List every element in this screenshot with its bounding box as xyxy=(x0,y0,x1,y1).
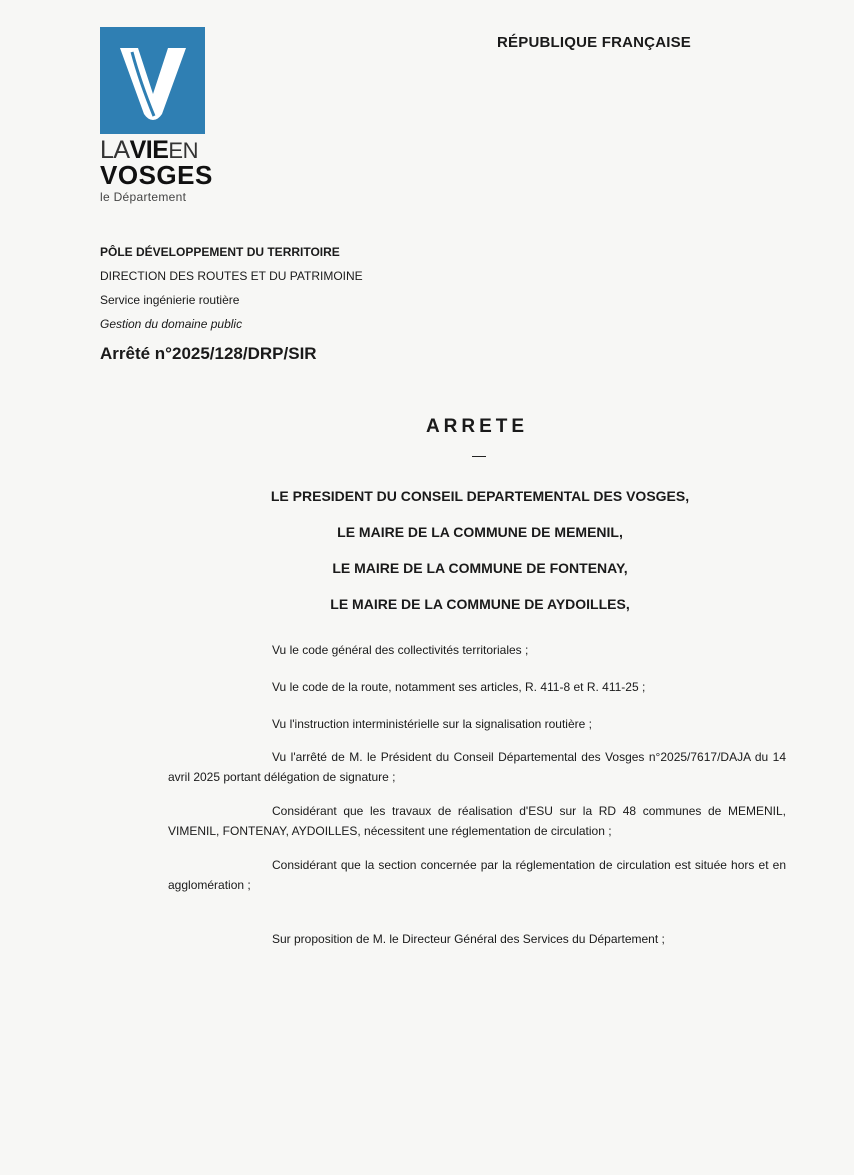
visa-paragraph: Vu le code général des collectivités territoriales ; xyxy=(272,643,529,657)
authority-line: LE MAIRE DE LA COMMUNE DE FONTENAY, xyxy=(332,560,628,576)
authority-line: LE PRESIDENT DU CONSEIL DEPARTEMENTAL DES VOSGES, xyxy=(270,488,690,504)
authority-line: LE MAIRE DE LA COMMUNE DE MEMENIL, xyxy=(337,524,623,540)
authority-line: LE MAIRE DE LA COMMUNE DE AYDOILLES, xyxy=(330,596,630,612)
logo-line-vosges: VOSGES xyxy=(100,160,213,190)
logo-line-la-vie-en: LAVIEEN xyxy=(100,136,198,164)
department-logo xyxy=(100,27,215,204)
visa-paragraph: Vu le code de la route, notamment ses articles, R. 411-8 et R. 411-25 ; xyxy=(272,680,646,694)
visa-paragraph: Vu l'instruction interministérielle sur la signalisation routière ; xyxy=(272,717,592,731)
v-letter-icon xyxy=(118,42,188,120)
service-block xyxy=(100,240,363,336)
title-divider xyxy=(472,456,486,457)
logo-v-mark xyxy=(100,27,205,134)
document-title: ARRETE xyxy=(425,416,529,437)
pole-name: PÔLE DÉVELOPPEMENT DU TERRITOIRE xyxy=(100,245,340,259)
gestion-name: Gestion du domaine public xyxy=(100,317,243,331)
visa-paragraph: Considérant que les travaux de réalisation d'ESU sur la RD 48 communes de MEMENIL, VIMENIL, FONTENAY, AYDOILLES, nécessitent une réglementation de circulation ; xyxy=(168,804,786,838)
visa-paragraph: Sur proposition de M. le Directeur Général des Services du Département ; xyxy=(272,932,665,946)
authorities-list xyxy=(200,478,760,622)
visa-paragraph: Vu l'arrêté de M. le Président du Conseil Départemental des Vosges n°2025/7617/DAJA du 14 avril 2025 portant délégation de signature ; xyxy=(168,750,786,784)
direction-name: DIRECTION DES ROUTES ET DU PATRIMOINE xyxy=(100,269,363,283)
service-name: Service ingénierie routière xyxy=(100,293,240,307)
arrete-number: Arrêté n°2025/128/DRP/SIR xyxy=(100,344,317,363)
visa-paragraph: Considérant que la section concernée par la réglementation de circulation est située hors et en agglomération ; xyxy=(168,858,786,892)
logo-line-departement: le Département xyxy=(100,190,187,204)
republique-francaise-heading: RÉPUBLIQUE FRANÇAISE xyxy=(497,34,692,51)
